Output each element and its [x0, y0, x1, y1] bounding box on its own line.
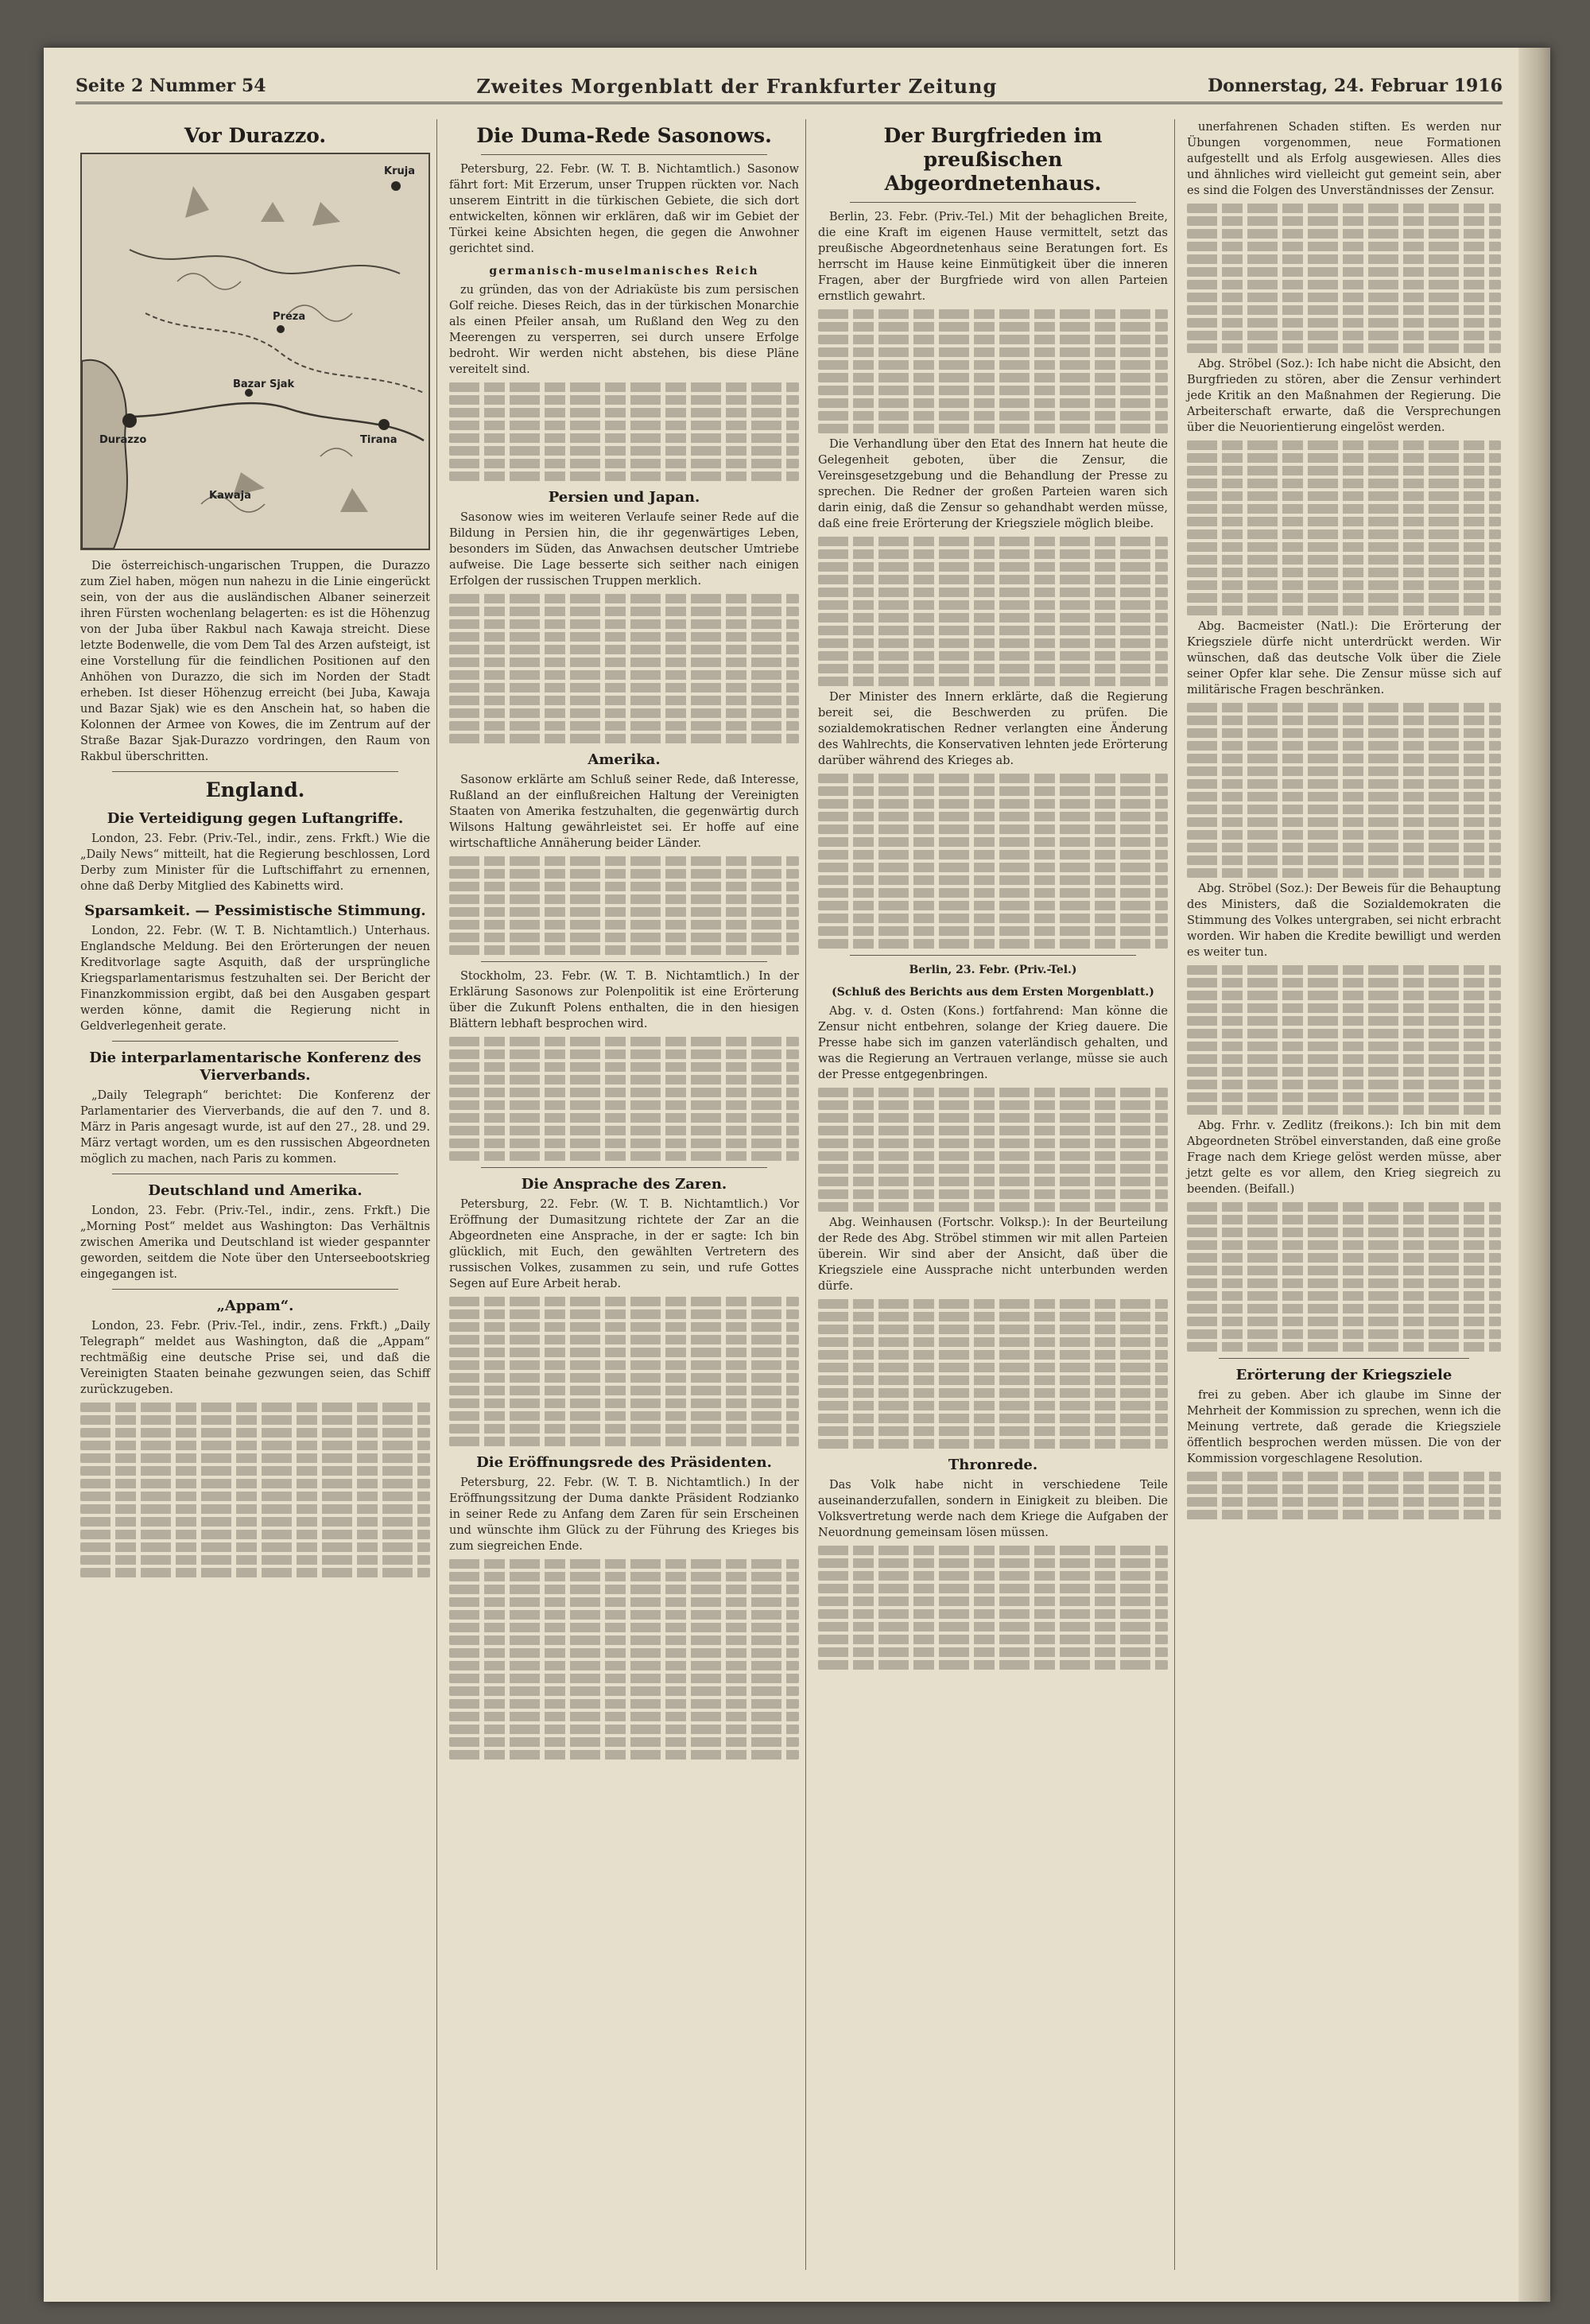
- text-line: [818, 1375, 1168, 1385]
- article-title: Persien und Japan.: [548, 489, 700, 506]
- text-line: [1187, 1266, 1501, 1275]
- article-paragraph: Abg. Ströbel (Soz.): Ich habe nicht die Absicht, den Burgfrieden zu stören, aber die Zensur verhindert jede Kritik an den Maßnahmen der Regierung. Die Arbeiterschaft erwarte, daß die Versprechungen über die Neuorientierung eingelöst werden.: [1187, 358, 1501, 434]
- text-line: [818, 1337, 1168, 1347]
- article-paragraph: Der Minister des Innern erklärte, daß die Regierung bereit sei, die Beschwerden zu prüfen. Die sozialdemokratischen Redner verlangten eine Änderung des Wahlrechts, die Konservativen lehnten jede Erörterung darüber während des Krieges ab.: [818, 691, 1168, 767]
- text-line: [1187, 991, 1501, 1000]
- text-line: [449, 1674, 799, 1683]
- text-line: [449, 421, 799, 430]
- text-line: [818, 424, 1168, 433]
- text-line: [818, 537, 1168, 546]
- text-line: [449, 882, 799, 891]
- article-paragraph: Stockholm, 23. Febr. (W. T. B. Nichtamtlich.) In der Erklärung Sasonows zur Polenpolitik ist eine Erörterung über die Zukunft Polens enthalten, die in den hiesigen Blättern lebhaft besprochen wird.: [449, 970, 799, 1030]
- article-title: Sparsamkeit. — Pessimistische Stimmung.: [84, 902, 426, 919]
- text-line: [80, 1466, 430, 1476]
- text-line: [449, 1635, 799, 1645]
- text-line: [449, 1139, 799, 1148]
- note: (Schluß des Berichts aus dem Ersten Morgenblatt.): [832, 986, 1154, 999]
- text-line: [449, 408, 799, 417]
- text-line: [818, 1312, 1168, 1321]
- text-line: [449, 1437, 799, 1446]
- text-line: [1187, 1215, 1501, 1224]
- text-line: [449, 1049, 799, 1059]
- article-title: Die interparlamentarische Konferenz des Vierverbands.: [89, 1049, 421, 1084]
- divider: [112, 1041, 398, 1042]
- map-label: Preza: [273, 311, 306, 323]
- text-line: [818, 1388, 1168, 1398]
- text-line: [818, 786, 1168, 796]
- text-line: [1187, 1342, 1501, 1352]
- newspaper-page: [44, 48, 1550, 2302]
- text-line: [1187, 843, 1501, 852]
- article-paragraph: Petersburg, 22. Febr. (W. T. B. Nichtamtlich.) Vor Eröffnung der Dumasitzung richtete der Zar an die Abgeordneten eine Ansprache, in der er sagte: Ich bin glücklich, mit Euch, den gewählten Vertretern des russischen Volkes, zusammen zu sein, und rufe Gottes Segen auf Eure Arbeit herab.: [449, 1198, 799, 1290]
- article-title: Deutschland und Amerika.: [148, 1182, 363, 1199]
- text-line: [449, 1750, 799, 1759]
- article-title-burgfrieden: Der Burgfrieden im preußischen Abgeordnetenhaus.: [883, 124, 1103, 195]
- article-paragraph: Das Volk habe nicht in verschiedene Teile auseinanderzufallen, sondern in Einigkeit zu bleiben. Die Volksvertretung werde nach dem Kriege die Aufgaben der Neuordnung gemeinsam lösen müssen.: [818, 1479, 1168, 1539]
- text-line: [818, 575, 1168, 584]
- article-paragraph: Petersburg, 22. Febr. (W. T. B. Nichtamtlich.) Sasonow fährt fort: Mit Erzerum, unser Truppen rückten vor. Nach unserem Eintritt in die türkischen Gebiete, die sich dort entwickelten, können wir erklären, daß wir im Gebiet der Türkei keine Absichten hegen, die gegen die Anwohner gerichtet sind.: [449, 163, 799, 255]
- text-line: [1187, 555, 1501, 565]
- column-2: [444, 119, 804, 2270]
- text-line: [449, 1725, 799, 1734]
- text-line: [449, 721, 799, 731]
- divider: [481, 154, 767, 155]
- text-line: [80, 1555, 430, 1565]
- article-title: Die Ansprache des Zaren.: [521, 1176, 727, 1193]
- article-paragraph: Abg. v. d. Osten (Kons.) fortfahrend: Man könne die Zensur nicht entbehren, solange der Krieg dauere. Die Presse habe sich im ganzen vaterländisch gehalten, und was die Regierung an Vertrauen verlange, müsse sie auch der Presse entgegenbringen.: [818, 1005, 1168, 1081]
- text-line: [1187, 817, 1501, 827]
- text-line: [449, 658, 799, 667]
- text-line: [449, 459, 799, 468]
- text-line: [449, 696, 799, 705]
- text-line: [449, 683, 799, 693]
- text-line: [818, 1439, 1168, 1449]
- map-label: Kawaja: [209, 490, 251, 502]
- text-line: [1187, 440, 1501, 450]
- text-line: [449, 607, 799, 616]
- text-line: [80, 1415, 430, 1425]
- text-line: [449, 945, 799, 955]
- text-line: [449, 869, 799, 879]
- text-line: [1187, 229, 1501, 239]
- article-paragraph: Abg. Bacmeister (Natl.): Die Erörterung der Kriegsziele dürfe nicht unterdrückt werden. Wir wünschen, daß das deutsche Volk über die Ziele seiner Opfer klar sehe. Die Zensur müsse sich auf militärische Fragen beschränken.: [1187, 620, 1501, 696]
- text-line: [449, 433, 799, 443]
- text-line: [818, 799, 1168, 809]
- article-paragraph: London, 23. Febr. (Priv.-Tel., indir., zens. Frkft.) Wie die „Daily News“ mitteilt, hat die Regierung beschlossen, Lord Derby zum Minister für die Luftschiffahrt zu ernennen, ohne daß Derby Mitglied des Kabinetts wird.: [80, 832, 430, 893]
- text-line: [1187, 1240, 1501, 1250]
- text-line: [1187, 779, 1501, 789]
- text-line: [1187, 1003, 1501, 1013]
- text-line: [449, 670, 799, 680]
- text-line: [80, 1530, 430, 1539]
- text-line: [818, 1113, 1168, 1123]
- header-left: Seite 2 Nummer 54: [76, 76, 266, 96]
- text-line: [449, 1623, 799, 1632]
- text-line: [818, 863, 1168, 872]
- text-line: [449, 1126, 799, 1135]
- text-line: [1187, 293, 1501, 302]
- text-line: [818, 926, 1168, 936]
- text-line: [449, 920, 799, 929]
- text-line: [818, 360, 1168, 370]
- article-paragraph: London, 23. Febr. (Priv.-Tel., indir., zens. Frkft.) Die „Morning Post“ meldet aus Washington: Das Verhältnis zwischen Amerika und Deutschland ist wieder gespannter geworden, seitdem die Note über den Unterseebootskrieg eingegangen ist.: [80, 1205, 430, 1281]
- article-title: „Appam“.: [216, 1298, 294, 1314]
- text-line: [818, 1177, 1168, 1186]
- text-line: [1187, 868, 1501, 878]
- text-line: [818, 1660, 1168, 1670]
- article-title: Erörterung der Kriegsziele: [1235, 1367, 1452, 1383]
- dateline: Berlin, 23. Febr. (Priv.-Tel.): [909, 964, 1077, 976]
- text-line: [1187, 1067, 1501, 1077]
- text-line: [1187, 568, 1501, 577]
- divider: [481, 1167, 767, 1168]
- text-line: [818, 914, 1168, 923]
- text-line: [818, 1202, 1168, 1212]
- text-line: [1187, 517, 1501, 526]
- text-line: [1187, 1016, 1501, 1026]
- article-title: Die Eröffnungsrede des Präsidenten.: [476, 1454, 772, 1471]
- text-line: [1187, 754, 1501, 763]
- text-line: [818, 774, 1168, 783]
- article-paragraph: zu gründen, das von der Adriaküste bis zum persischen Golf reiche. Dieses Reich, das in der türkischen Monarchie als einen Pfeiler ansah, um Rußland den Weg zu den Meerengen zu versperren, sei durch unsere Erfolge bedroht. Wir werden nicht abstehen, bis diese Pläne vereitelt sind.: [449, 284, 799, 376]
- text-line: [818, 549, 1168, 559]
- text-line: [1187, 741, 1501, 751]
- article-paragraph: Abg. Weinhausen (Fortschr. Volksp.): In der Beurteilung der Rede des Abg. Ströbel stimmen wir mit allen Parteien überein. Wir sind aber der Ansicht, daß über die Kriegsziele eine Aussprache nicht unterbunden werden dürfe.: [818, 1216, 1168, 1293]
- article-paragraph: Petersburg, 22. Febr. (W. T. B. Nichtamtlich.) In der Eröffnungssitzung der Duma dankte Präsident Rodzianko in seiner Rede zu Anfang dem Zaren für sein Erscheinen und wünschte ihm Glück zu der Führung des Krieges bis zum siegreichen Ende.: [449, 1476, 799, 1553]
- text-line: [449, 933, 799, 942]
- text-line: [80, 1428, 430, 1437]
- text-line: [1187, 267, 1501, 277]
- column-4: [1182, 119, 1506, 2270]
- text-line: [1187, 1510, 1501, 1519]
- text-line: [818, 335, 1168, 344]
- text-line: [1187, 216, 1501, 226]
- text-line: [1187, 280, 1501, 289]
- text-line: [818, 1100, 1168, 1110]
- text-line: [1187, 254, 1501, 264]
- text-line: [1187, 965, 1501, 975]
- column-divider: [1174, 119, 1175, 2270]
- text-line: [818, 1126, 1168, 1135]
- text-line: [449, 708, 799, 718]
- text-line: [1187, 542, 1501, 552]
- text-line: [449, 1348, 799, 1357]
- text-line: [818, 600, 1168, 610]
- text-line: [1187, 1329, 1501, 1339]
- text-line: [449, 1075, 799, 1084]
- text-line: [80, 1568, 430, 1577]
- text-line: [1187, 343, 1501, 353]
- text-line: [1187, 318, 1501, 328]
- text-line: [818, 1635, 1168, 1644]
- column-1: [76, 119, 435, 2270]
- map-drawing: [82, 154, 429, 549]
- article-paragraph: Die österreichisch-ungarischen Truppen, die Durazzo zum Ziel haben, mögen nun nahezu in die Linie eingerückt sein, von der aus die ausländischen Albaner seinerzeit ihren Fürsten wochenlang belagerten: es ist die Höhenzug von der Juba über Rakbul nach Kawaja streicht. Diese letzte Bodenwelle, die vom Dem Tal des Arzen aufsteigt, ist eine Vorstellung für die feindlichen Positionen auf den Anhöhen von Durazzo, die sich im Norden der Stadt erheben. Ist dieser Höhenzug erreicht (bei Juba, Kawaja und Bazar Sjak) wie es den Anschein hat, so haben die Kolonnen der Armee von Kowes, die im Zentrum auf der Straße Bazar Sjak-Durazzo vordringen, den Raum von Rakbul überschritten.: [80, 560, 430, 763]
- text-line: [1187, 491, 1501, 501]
- text-line: [1187, 703, 1501, 712]
- text-line: [818, 1164, 1168, 1174]
- map-durazzo: [80, 153, 430, 550]
- text-line: [818, 1584, 1168, 1593]
- text-line: [1187, 453, 1501, 463]
- text-line: [80, 1504, 430, 1514]
- text-line: [1187, 1202, 1501, 1212]
- text-line: [1187, 1080, 1501, 1089]
- text-line: [818, 638, 1168, 648]
- divider: [850, 202, 1136, 203]
- article-title: Amerika.: [588, 751, 661, 768]
- column-divider: [805, 119, 806, 2270]
- map-label: Kruja: [384, 165, 415, 177]
- article-paragraph: frei zu geben. Aber ich glaube im Sinne der Mehrheit der Kommission zu sprechen, wenn ich die Meinung vertrete, daß gerade die Kriegsziele öffentlich besprochen werden müssen. Die von der Kommission vorgeschlagene Resolution.: [1187, 1389, 1501, 1465]
- text-line: [1187, 305, 1501, 315]
- text-line: [818, 373, 1168, 382]
- text-line: [1187, 1054, 1501, 1064]
- text-line: [1187, 530, 1501, 539]
- header-right: Donnerstag, 24. Februar 1916: [1208, 76, 1503, 96]
- text-line: [818, 1088, 1168, 1097]
- text-line: [80, 1479, 430, 1488]
- text-line: [818, 1622, 1168, 1631]
- text-line: [818, 1363, 1168, 1372]
- text-line: [818, 1647, 1168, 1657]
- text-line: [1187, 1497, 1501, 1507]
- text-line: [818, 322, 1168, 332]
- map-label: Bazar Sjak: [233, 378, 295, 390]
- text-line: [818, 1571, 1168, 1581]
- article-title-duma: Die Duma-Rede Sasonows.: [476, 124, 772, 147]
- text-line: [818, 824, 1168, 834]
- text-line: [449, 1100, 799, 1110]
- text-line: [449, 446, 799, 456]
- column-3: [813, 119, 1173, 2270]
- text-line: [449, 1037, 799, 1046]
- text-line: [1187, 1029, 1501, 1038]
- text-line: [80, 1517, 430, 1527]
- text-line: [449, 1661, 799, 1670]
- text-line: [1187, 606, 1501, 615]
- text-line: [818, 562, 1168, 572]
- text-line: [449, 1309, 799, 1319]
- text-line: [818, 888, 1168, 898]
- text-line: [449, 1322, 799, 1332]
- article-title: Thronrede.: [948, 1457, 1038, 1473]
- column-divider: [436, 119, 437, 2270]
- text-line: [818, 347, 1168, 357]
- text-line: [1187, 978, 1501, 987]
- text-line: [818, 398, 1168, 408]
- text-line: [818, 588, 1168, 597]
- text-line: [1187, 1291, 1501, 1301]
- text-line: [818, 1325, 1168, 1334]
- text-line: [818, 875, 1168, 885]
- text-line: [818, 837, 1168, 847]
- text-line: [818, 1299, 1168, 1309]
- text-line: [449, 907, 799, 917]
- text-line: [449, 594, 799, 603]
- text-line: [449, 1062, 799, 1072]
- text-line: [449, 1399, 799, 1408]
- text-line: [80, 1492, 430, 1501]
- text-line: [1187, 1042, 1501, 1051]
- text-line: [449, 382, 799, 392]
- text-line: [1187, 593, 1501, 603]
- text-line: [818, 901, 1168, 910]
- text-line: [818, 1350, 1168, 1360]
- text-line: [1187, 792, 1501, 801]
- text-line: [1187, 1317, 1501, 1326]
- text-line: [449, 1088, 799, 1097]
- text-line: [818, 677, 1168, 686]
- text-line: [80, 1441, 430, 1450]
- text-line: [449, 1297, 799, 1306]
- divider: [481, 961, 767, 962]
- article-paragraph: Sasonow wies im weiteren Verlaufe seiner Rede auf die Bildung in Persien hin, die ihr gegenwärtiges Leben, besonders im Süden, das Anwachsen deutscher Umtriebe aufweise. Die Lage besserte sich seither nach einigen Erfolgen der russischen Truppen merklich.: [449, 511, 799, 588]
- text-line: [1187, 479, 1501, 488]
- article-paragraph: Abg. Frhr. v. Zedlitz (freikons.): Ich bin mit dem Abgeordneten Ströbel einverstanden, daß eine große Frage nach dem Kriege gelöst werden müsse, aber jetzt gelte es vor allem, den Krieg siegreich zu beenden. (Beifall.): [1187, 1119, 1501, 1196]
- text-line: [449, 1572, 799, 1581]
- text-line: [818, 309, 1168, 319]
- section-title-england: England.: [205, 778, 305, 801]
- text-line: [1187, 331, 1501, 340]
- text-line: [818, 626, 1168, 635]
- text-line: [449, 619, 799, 629]
- subheading: germanisch-muselmanisches Reich: [489, 265, 759, 277]
- text-line: [449, 1151, 799, 1161]
- text-line: [449, 632, 799, 642]
- text-line: [818, 1189, 1168, 1199]
- text-line: [449, 1597, 799, 1607]
- article-paragraph: Berlin, 23. Febr. (Priv.-Tel.) Mit der behaglichen Breite, die eine Kraft im eigenen Hause vermittelt, setzt das preußische Abgeordnetenhaus seine Beratungen fort. Es herrscht im Hause keine Einmütigkeit über die inneren Fragen, aber der Burgfriede wird von allen Parteien ernstlich gewahrt.: [818, 211, 1168, 303]
- page-header: [76, 70, 1503, 104]
- text-line: [818, 651, 1168, 661]
- text-line: [818, 613, 1168, 623]
- text-line: [1187, 466, 1501, 475]
- text-line: [818, 1151, 1168, 1161]
- text-line: [80, 1403, 430, 1412]
- text-line: [818, 386, 1168, 395]
- text-line: [1187, 855, 1501, 865]
- text-line: [449, 1386, 799, 1395]
- text-line: [1187, 830, 1501, 840]
- article-paragraph: Die Verhandlung über den Etat des Innern hat heute die Gelegenheit geboten, über die Zensur, die Vereinsgesetzgebung und die Behandlung der Presse zu sprechen. Die Redner der großen Parteien waren sich darin einig, daß die Zensur so gehandhabt werden müsse, daß eine freie Erörterung der Kriegsziele möglich bleibe.: [818, 438, 1168, 530]
- text-line: [1187, 1092, 1501, 1102]
- text-line: [1187, 1105, 1501, 1115]
- text-line: [818, 1546, 1168, 1555]
- text-line: [818, 1414, 1168, 1423]
- text-line: [449, 856, 799, 866]
- text-line: [818, 1609, 1168, 1619]
- text-line: [449, 734, 799, 743]
- text-line: [1187, 1253, 1501, 1263]
- text-line: [449, 1585, 799, 1594]
- divider: [112, 771, 398, 772]
- text-line: [818, 850, 1168, 859]
- article-paragraph: Sasonow erklärte am Schluß seiner Rede, daß Interesse, Rußland an der einflußreichen Haltung der Vereinigten Staaten von Amerika festzuhalten, die gegenwärtig durch Wilsons Haltung gewährleistet sei. Er hoffe auf eine wirtschaftliche Annäherung beider Länder.: [449, 774, 799, 850]
- text-line: [1187, 766, 1501, 776]
- text-line: [449, 1610, 799, 1620]
- header-center: Zweites Morgenblatt der Frankfurter Zeitung: [476, 74, 998, 98]
- article-title-durazzo: Vor Durazzo.: [184, 124, 327, 147]
- text-line: [1187, 728, 1501, 738]
- text-line: [1187, 580, 1501, 590]
- text-line: [1187, 1484, 1501, 1494]
- text-line: [449, 645, 799, 654]
- article-title: Die Verteidigung gegen Luftangriffe.: [107, 810, 404, 827]
- text-line: [1187, 1472, 1501, 1481]
- article-paragraph: London, 22. Febr. (W. T. B. Nichtamtlich.) Unterhaus. Englandsche Meldung. Bei den Erörterungen der neuen Kreditvorlage sagte Asquith, daß der ursprüngliche Kriegsparlamentarismus festzuhalten sei. Der Bericht der Finanzkommission ergibt, daß bei den Ausgaben gespart werden könne, damit die Regierung nicht in Geldverlegenheit gerate.: [80, 925, 430, 1033]
- text-line: [1187, 1304, 1501, 1313]
- text-line: [818, 1139, 1168, 1148]
- text-line: [818, 411, 1168, 421]
- text-line: [818, 1401, 1168, 1410]
- text-line: [449, 1648, 799, 1658]
- text-line: [449, 1686, 799, 1696]
- divider: [850, 955, 1136, 956]
- text-line: [1187, 805, 1501, 814]
- text-line: [449, 1373, 799, 1383]
- text-line: [1187, 504, 1501, 514]
- text-line: [449, 1335, 799, 1344]
- divider: [112, 1289, 398, 1290]
- text-line: [80, 1542, 430, 1552]
- text-line: [80, 1453, 430, 1463]
- text-line: [449, 1712, 799, 1721]
- article-paragraph: London, 23. Febr. (Priv.-Tel., indir., zens. Frkft.) „Daily Telegraph“ meldet aus Washington, daß die „Appam“ rechtmäßig eine deutsche Prise sei, und daß die Vereinigten Staaten beinahe gezwungen seien, das Schiff zurückzugeben.: [80, 1320, 430, 1396]
- map-label: Durazzo: [99, 434, 147, 446]
- text-line: [1187, 716, 1501, 725]
- article-paragraph: „Daily Telegraph“ berichtet: Die Konferenz der Parlamentarier des Vierverbands, die auf den 7. und 8. März in Paris angesagt wurde, ist auf den 27., 28. und 29. März vertagt worden, um es den russischen Abgeordneten möglich zu machen, nach Paris zu kommen.: [80, 1089, 430, 1166]
- text-line: [449, 1424, 799, 1434]
- text-line: [449, 894, 799, 904]
- text-line: [818, 1597, 1168, 1606]
- text-line: [449, 1411, 799, 1421]
- text-line: [449, 1360, 799, 1370]
- article-paragraph: Abg. Ströbel (Soz.): Der Beweis für die Behauptung des Ministers, daß die Sozialdemokraten die Stimmung des Volkes untergraben, sei nicht erbracht worden. Wir haben die Kredite bewilligt und werden es weiter tun.: [1187, 883, 1501, 959]
- map-label: Tirana: [360, 434, 398, 446]
- text-line: [818, 664, 1168, 673]
- text-line: [1187, 204, 1501, 213]
- text-line: [449, 1737, 799, 1747]
- divider: [1219, 1358, 1469, 1359]
- page-edge: [1518, 48, 1550, 2302]
- text-line: [449, 1559, 799, 1569]
- text-line: [818, 1426, 1168, 1436]
- text-line: [1187, 1228, 1501, 1237]
- text-line: [1187, 242, 1501, 251]
- text-line: [818, 812, 1168, 821]
- article-paragraph: unerfahrenen Schaden stiften. Es werden nur Übungen vorgenommen, neue Formationen aufgestellt und als Erfolg ausgewiesen. Alles dies und ähnliches wird vielleicht gut gemeint sein, aber es sind die Folgen des Unverständnisses der Zensur.: [1187, 121, 1501, 197]
- text-line: [449, 471, 799, 481]
- text-line: [818, 939, 1168, 949]
- text-line: [818, 1558, 1168, 1568]
- text-line: [449, 1699, 799, 1709]
- text-line: [1187, 1278, 1501, 1288]
- text-line: [449, 395, 799, 405]
- text-line: [449, 1113, 799, 1123]
